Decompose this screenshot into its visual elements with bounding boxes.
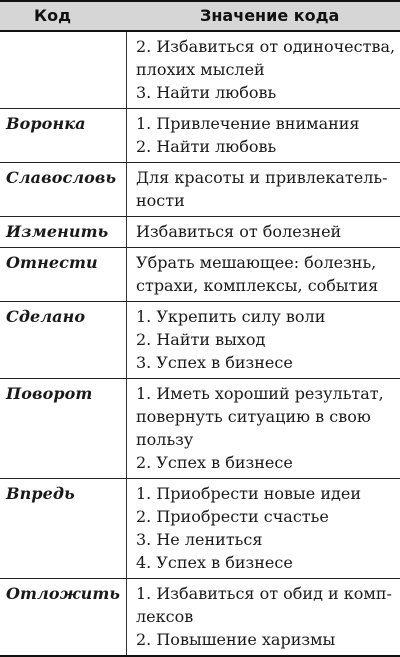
meaning-line: 3. Найти любовь — [136, 83, 277, 102]
code-cell: Отложить — [6, 584, 121, 603]
meaning-cell — [136, 35, 394, 104]
meaning-line: 3. Не лениться — [136, 530, 263, 549]
column-divider — [126, 32, 127, 655]
meaning-line: 2. Успех в бизнесе — [136, 453, 293, 472]
meaning-cell — [136, 112, 394, 158]
meaning-line: 1. Привлечение внимания — [136, 114, 360, 133]
meaning-line: страхи, комплексы, события — [136, 276, 379, 295]
meaning-line: 2. Приобрести счастье — [136, 507, 329, 526]
meaning-line: 2. Повышение харизмы — [136, 630, 336, 649]
code-cell: Сделано — [6, 307, 86, 326]
meaning-cell — [136, 382, 394, 474]
meaning-line: 1. Иметь хороший результат, — [136, 384, 384, 403]
meaning-line: 2. Найти выход — [136, 330, 266, 349]
meaning-cell — [136, 305, 394, 374]
meaning-line: пользу — [136, 430, 194, 449]
meaning-line: 4. Успех в бизнесе — [136, 553, 293, 572]
code-cell: Отнести — [6, 253, 98, 272]
column-header-meaning: Значение кода — [200, 6, 340, 25]
meaning-cell — [136, 166, 394, 212]
table-row — [0, 479, 400, 578]
meaning-line: 3. Успех в бизнесе — [136, 353, 293, 372]
table-row — [0, 579, 400, 655]
table-row — [0, 109, 400, 162]
meaning-cell — [136, 220, 394, 243]
meaning-line: повернуть ситуацию в свою — [136, 407, 371, 426]
meaning-line: 1. Укрепить силу воли — [136, 307, 326, 326]
meaning-line: Для красоты и привлекатель- — [136, 168, 388, 187]
column-header-code: Код — [34, 6, 71, 25]
meaning-cell — [136, 582, 394, 651]
table-row — [0, 379, 400, 478]
table-row — [0, 163, 400, 216]
meaning-cell — [136, 482, 394, 574]
meaning-line: 2. Избавиться от одиночества, — [136, 37, 396, 56]
meaning-line: Избавиться от болезней — [136, 222, 342, 241]
meaning-line: 1. Приобрести новые идеи — [136, 484, 361, 503]
code-cell: Воронка — [6, 114, 86, 133]
code-cell: Впредь — [6, 484, 75, 503]
table-row — [0, 302, 400, 378]
meaning-line: 2. Найти любовь — [136, 137, 277, 156]
meaning-line: плохих мыслей — [136, 60, 265, 79]
code-cell: Изменить — [6, 222, 109, 241]
meaning-cell — [136, 251, 394, 297]
meaning-line: лексов — [136, 607, 194, 626]
table-header — [0, 2, 400, 32]
code-cell: Поворот — [6, 384, 93, 403]
code-cell: Славословь — [6, 168, 117, 187]
table-row — [0, 217, 400, 247]
meaning-line: Убрать мешающее: болезнь, — [136, 253, 377, 272]
meaning-line: 1. Избавиться от обид и комп- — [136, 584, 392, 603]
meaning-line: ности — [136, 191, 185, 210]
table-row — [0, 32, 400, 108]
table-row — [0, 248, 400, 301]
